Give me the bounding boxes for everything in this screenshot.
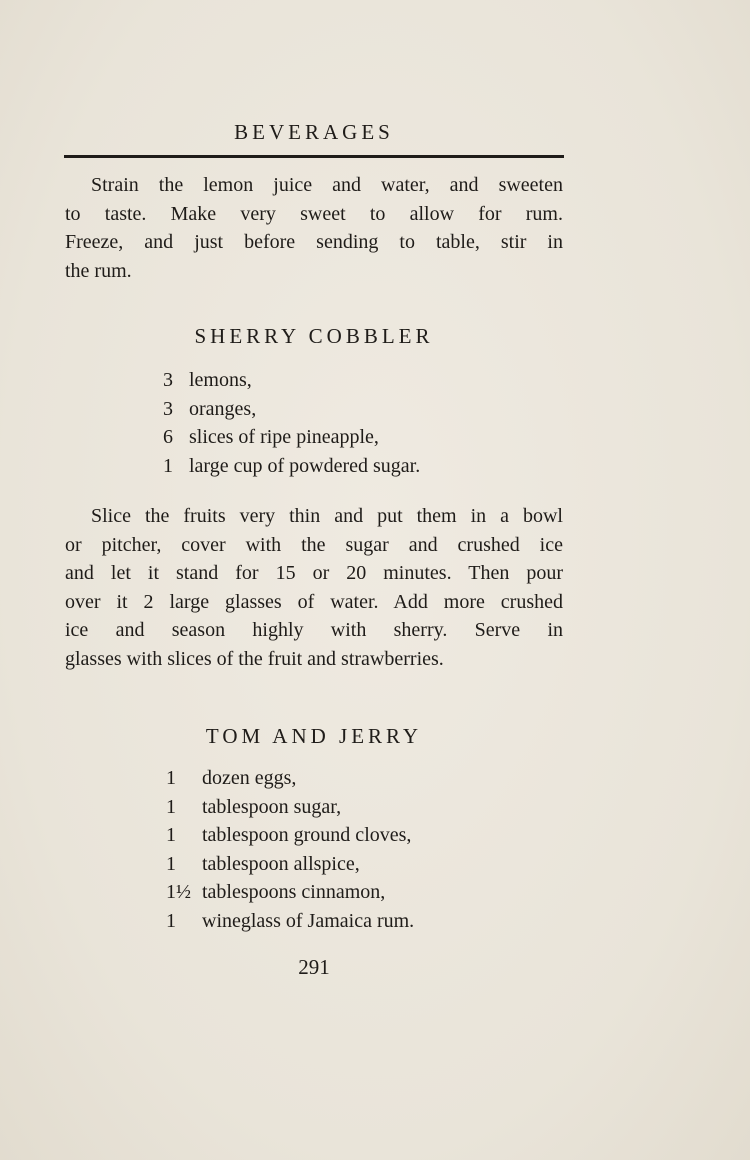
ingredient-list-sherry-cobbler — [163, 366, 420, 480]
ingredient-text: slices of ripe pineapple, — [189, 426, 379, 448]
ingredient-quantity: 1 — [166, 852, 176, 875]
ingredient-text: dozen eggs, — [202, 767, 297, 789]
ingredient-quantity: 1 — [166, 767, 176, 789]
ingredient-quantity: 1 — [166, 795, 176, 818]
method-paragraph-sherry-cobbler — [65, 502, 563, 674]
paragraph-line: Freeze, and just before sending to table, stir in — [65, 231, 563, 254]
intro-paragraph — [65, 171, 563, 285]
ingredient-quantity: 1 — [163, 454, 173, 477]
ingredient-text: tablespoons cinnamon, — [202, 881, 386, 903]
ingredient-text: tablespoon ground cloves, — [202, 824, 412, 846]
ingredient-quantity: 1 — [166, 824, 176, 846]
recipe-title-sherry-cobbler: SHERRY COBBLER — [194, 324, 434, 348]
ingredient-quantity: 1 — [166, 909, 176, 932]
ingredient-item — [166, 793, 414, 822]
ingredient-item — [163, 423, 420, 452]
ingredient-quantity: 3 — [163, 369, 173, 391]
ingredient-text: lemons, — [189, 369, 252, 391]
paragraph-line: Strain the lemon juice and water, and sweeten — [91, 174, 563, 196]
ingredient-item — [166, 821, 414, 850]
ingredient-item — [163, 366, 420, 395]
page-number: 291 — [298, 955, 330, 979]
ingredient-text: oranges, — [189, 397, 257, 420]
ingredient-quantity: 1½ — [166, 881, 191, 903]
paragraph-line: glasses with slices of the fruit and strawberries. — [65, 647, 444, 670]
ingredient-item — [166, 850, 414, 879]
paragraph-line: Slice the fruits very thin and put them in a bowl — [91, 505, 563, 527]
paragraph-line: over it 2 large glasses of water. Add more crushed — [65, 590, 563, 613]
ingredient-list-tom-and-jerry — [166, 764, 414, 935]
ingredient-quantity: 3 — [163, 397, 173, 420]
header-rule — [64, 155, 564, 158]
ingredient-item — [163, 395, 420, 424]
paragraph-line: ice and season highly with sherry. Serve in — [65, 619, 563, 642]
ingredient-text: tablespoon allspice, — [202, 852, 360, 875]
running-head: BEVERAGES — [234, 120, 394, 144]
paragraph-line: or pitcher, cover with the sugar and crushed ice — [65, 533, 563, 556]
ingredient-text: tablespoon sugar, — [202, 795, 342, 818]
ingredient-item — [166, 907, 414, 936]
ingredient-text: wineglass of Jamaica rum. — [202, 909, 415, 932]
ingredient-item — [163, 452, 420, 481]
paragraph-line: to taste. Make very sweet to allow for rum. — [65, 202, 563, 225]
recipe-title-tom-and-jerry: TOM AND JERRY — [205, 724, 423, 748]
ingredient-quantity: 6 — [163, 426, 173, 448]
ingredient-item — [166, 878, 414, 907]
ingredient-item — [166, 764, 414, 793]
paragraph-line: the rum. — [65, 259, 132, 282]
ingredient-text: large cup of powdered sugar. — [189, 454, 421, 477]
paragraph-line: and let it stand for 15 or 20 minutes. Then pour — [65, 562, 563, 585]
